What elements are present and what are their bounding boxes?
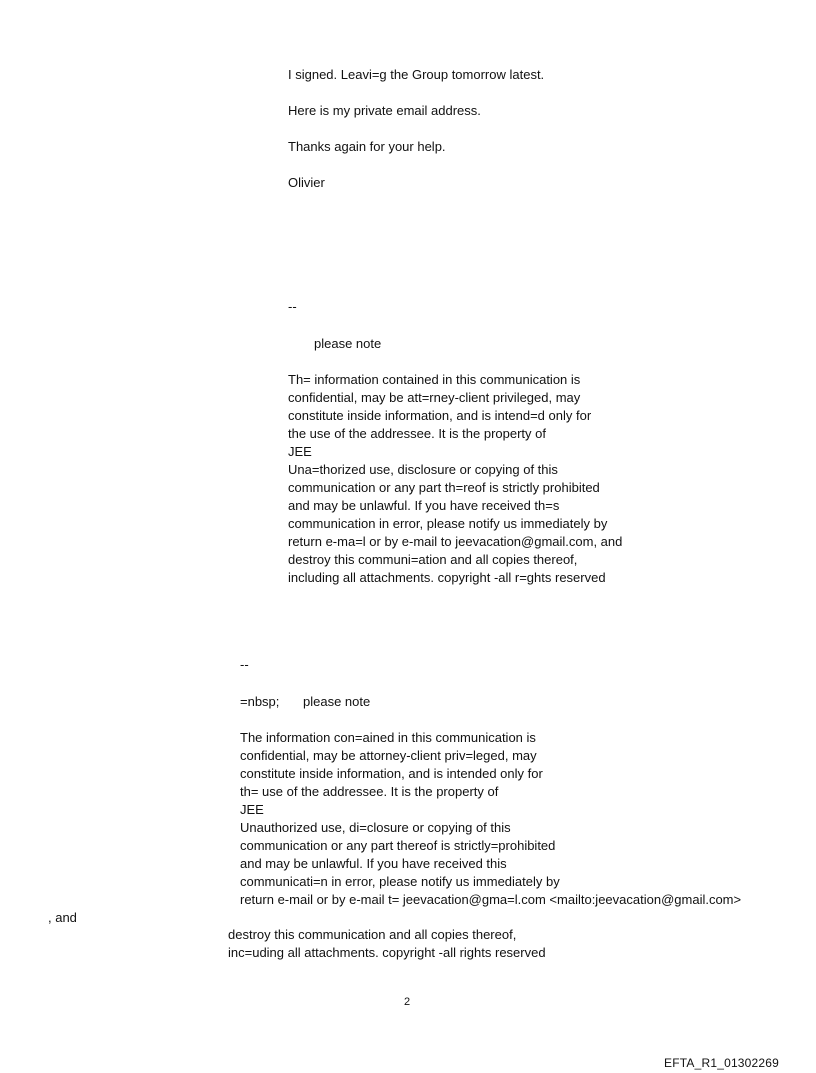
body-line-signed: I signed. Leavi=g the Group tomorrow latest. [288,67,545,82]
body-line-thanks: Thanks again for your help. [288,139,446,154]
disclaimer-2-tail [228,926,546,962]
disclaimer-1-line: communication in error, please notify us immediately by [288,516,608,531]
disclaimer-2-text [240,729,741,909]
disclaimer-1-line: and may be unlawful. If you have received th=s [288,498,560,513]
disclaimer-2-separator: -- [240,657,249,672]
disclaimer-2-line: confidential, may be attorney-client priv=leged, may [240,748,537,763]
disclaimer-2-tail-line: inc=uding all attachments. copyright -all rights reserved [228,945,546,960]
disclaimer-1-line: communication or any part th=reof is strictly prohibited [288,480,600,495]
disclaimer-2-heading: please note [303,694,371,709]
disclaimer-1-line: destroy this communi=ation and all copies thereof, [288,552,578,567]
disclaimer-2-line: constitute inside information, and is intended only for [240,766,543,781]
disclaimer-2-tail-line: destroy this communication and all copies thereof, [228,927,517,942]
disclaimer-1-line: JEE [288,444,312,459]
disclaimer-1-line: constitute inside information, and is intend=d only for [288,408,592,423]
disclaimer-2-line: and may be unlawful. If you have received this [240,856,507,871]
page-number: 2 [404,996,411,1008]
disclaimer-1-line: Una=thorized use, disclosure or copying of this [288,462,558,477]
disclaimer-2-line: communicati=n in error, please notify us immediately by [240,874,560,889]
disclaimer-1-line: confidential, may be att=rney-client privileged, may [288,390,581,405]
disclaimer-1-line: including all attachments. copyright -all r=ghts reserved [288,570,606,585]
disclaimer-2-line: return e-mail or by e-mail t= jeevacation@gma=l.com <mailto:jeevacation@gmail.com> [240,892,742,907]
disclaimer-2-line: The information con=ained in this communication is [240,730,536,745]
signature-name: Olivier [288,175,325,190]
disclaimer-2-line: Unauthorized use, di=closure or copying of this [240,820,511,835]
disclaimer-2-line: th= use of the addressee. It is the property of [240,784,499,799]
disclaimer-1-text [288,371,622,587]
disclaimer-1-line: return e-ma=l or by e-mail to jeevacation@gmail.com, and [288,534,623,549]
disclaimer-1-heading: please note [314,336,382,351]
disclaimer-2-line: JEE [240,802,264,817]
disclaimer-2-line: communication or any part thereof is strictly=prohibited [240,838,556,853]
disclaimer-1-separator: -- [288,299,297,314]
orphan-and-fragment: , and [48,910,77,925]
document-id: EFTA_R1_01302269 [664,1056,780,1070]
body-line-private-email: Here is my private email address. [288,103,481,118]
disclaimer-1-line: the use of the addressee. It is the property of [288,426,546,441]
disclaimer-1-line: Th= information contained in this communication is [288,372,581,387]
disclaimer-2-heading-prefix: =nbsp; [240,694,280,709]
